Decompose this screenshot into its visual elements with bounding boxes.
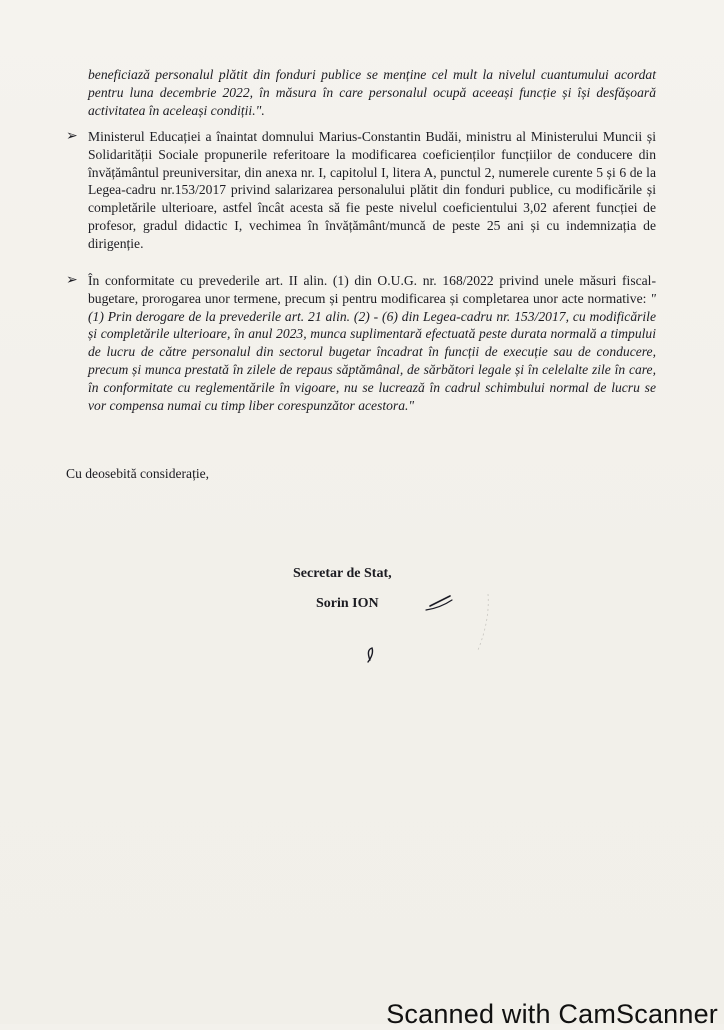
bullet-paragraph-ministry: Ministerul Educației a înaintat domnului Marius-Constantin Budăi, ministru al Ministerului Muncii și Solidarității Sociale propunerile referitoare la modificarea coeficienților funcțiilor de conducere din învățământul preuniversitar, din anexa nr. I, capitolul I, litera A, punctul 2, numerele curente 5 și 6 de la Legea-cadru nr.153/2017 privind salarizarea personalului plătit din fonduri publice, cu modificările și completările ulterioare, astfel încât acesta să fie peste nivelul coeficientului 3,02 aferent funcției de profesor, gradul didactic I, vechimea în învățământ/muncă de peste 25 ani și cu indemnizația de dirigenție. <box>88 129 656 251</box>
oug-lead-text: În conformitate cu prevederile art. II alin. (1) din O.U.G. nr. 168/2022 privind unele măsuri fiscal-bugetare, prorogarea unor termene, precum și pentru modificarea și completarea unor acte normative: <box>88 273 656 306</box>
scanner-watermark: Scanned with CamScanner <box>386 999 718 1029</box>
intro-italic-paragraph: beneficiază personalul plătit din fonduri publice se menține cel mult la nivelul cuantumului acordat pentru luna decembrie 2022, în măsura în care personalul ocupă aceeași funcție și își desfășoară activitatea în aceleași condiții.". <box>88 67 656 118</box>
bullet-arrow-icon: ➢ <box>66 273 78 288</box>
bullet-paragraph-oug <box>88 272 656 414</box>
oug-quoted-text: "(1) Prin derogare de la prevederile art. 21 alin. (2) - (6) din Legea-cadru nr. 153/2017, cu modificările și completările ulterioare, în anul 2023, munca suplimentară efectuată peste durata normală a timpului de lucru de către personalul din sectorul bugetar încadrat în funcții de execuție sau de conducere, precum și munca prestată în zilele de repaus săptămânal, de sărbători legale și în celelalte zile în care, în conformitate cu reglementările în vigoare, nu se lucrează în cadrul schimbului normal de lucru se vor compensa numai cu timp liber corespunzător acestora." <box>88 290 656 413</box>
signatory-title: Secretar de Stat, <box>293 566 392 581</box>
closing-salutation: Cu deosebită considerație, <box>66 466 210 481</box>
bullet-arrow-icon: ➢ <box>66 129 78 144</box>
handwritten-signature <box>350 590 490 670</box>
signatory-name: Sorin ION <box>316 596 379 611</box>
